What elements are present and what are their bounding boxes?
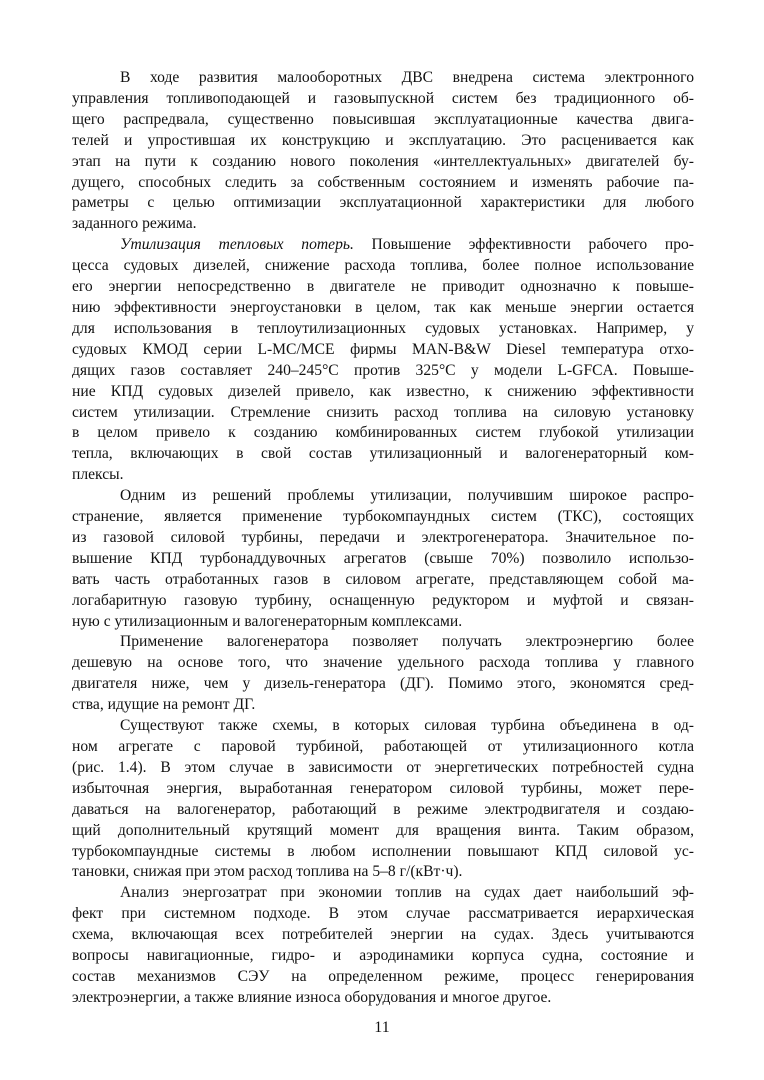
text-line: из газовой силовой турбины, передачи и электрогенератора. Значительное по-	[72, 528, 694, 546]
page-number: 11	[374, 1019, 390, 1036]
paragraph	[72, 486, 694, 632]
text-line: электроэнергии, а также влияние износа оборудования и многое другое.	[72, 988, 552, 1006]
text-line: избыточная энергия, выработанная генератором силовой турбины, может пере-	[72, 779, 694, 797]
text-line: вышение КПД турбонаддувочных агрегатов (свыше 70%) позволило использо-	[72, 549, 694, 567]
text-line: турбокомпаундные системы в любом исполнении повышают КПД силовой ус-	[72, 842, 694, 860]
text-line: цесса судовых дизелей, снижение расхода топлива, более полное использование	[72, 257, 694, 275]
text-line: странение, является применение турбокомпаундных систем (ТКС), состоящих	[72, 508, 694, 526]
text-line: ства, идущие на ремонт ДГ.	[72, 696, 256, 714]
text-run: Повышение эффективности рабочего про-	[353, 236, 694, 254]
text-line: щий дополнительный крутящий момент для вращения винта. Таким образом,	[72, 821, 694, 839]
text-line: в целом привело к созданию комбинированных систем глубокой утилизации	[72, 424, 694, 442]
text-line: этап на пути к созданию нового поколения «интеллектуальных» двигателей бу-	[72, 152, 694, 170]
paragraph	[72, 883, 694, 1008]
text-line: Анализ энергозатрат при экономии топлив на судах дает наибольший эф-	[120, 884, 694, 902]
paragraph	[72, 235, 694, 486]
text-line: дящих газов составляет 240–245°С против 325°С у модели L-GFCA. Повыше-	[72, 361, 694, 379]
text-line: для использования в теплоутилизационных судовых установках. Например, у	[72, 319, 694, 337]
text-line: дешевую на основе того, что значение удельного расхода топлива у главного	[72, 654, 694, 672]
text-line: судовых КМОД серии L-MC/MCE фирмы MAN-B&W Diesel температура отхо-	[72, 340, 694, 358]
text-line: тановки, снижая при этом расход топлива на 5–8 г/(кВт·ч).	[72, 863, 463, 881]
paragraph	[72, 632, 694, 716]
text-line: схема, включающая всех потребителей энергии на судах. Здесь учитываются	[72, 926, 694, 944]
text-line: фект при системном подходе. В этом случае рассматривается иерархическая	[72, 905, 694, 923]
text-line: В ходе развития малооборотных ДВС внедрена система электронного	[120, 69, 694, 86]
text-line: состав механизмов СЭУ на определенном режиме, процесс генерирования	[72, 967, 694, 985]
text-line: Одним из решений проблемы утилизации, получившим широкое распро-	[120, 487, 694, 505]
text-line: плексы.	[72, 466, 124, 484]
text-line: Существуют также схемы, в которых силовая турбина объединена в од-	[120, 717, 694, 735]
text-line: управления топливоподающей и газовыпускной систем без традиционного об-	[72, 89, 694, 107]
italic-lead: Утилизация тепловых потерь.	[120, 236, 354, 254]
paragraph	[72, 716, 694, 883]
text-line: раметры с целью оптимизации эксплуатационной характеристики для любого	[72, 194, 694, 212]
text-line: ние КПД судовых дизелей привело, как известно, к снижению эффективности	[72, 382, 694, 400]
text-line: систем утилизации. Стремление снизить расход топлива на силовую установку	[72, 403, 694, 421]
text-line: двигателя ниже, чем у дизель-генератора (ДГ). Помимо этого, экономятся сред-	[72, 675, 694, 693]
text-line: нию эффективности энергоустановки в целом, так как меньше энергии остается	[72, 298, 694, 316]
text-line: ном агрегате с паровой турбиной, работающей от утилизационного котла	[72, 738, 694, 755]
text-line: телей и упростившая их конструкцию и эксплуатацию. Это расценивается как	[72, 131, 694, 149]
text-line: логабаритную газовую турбину, оснащенную редуктором и муфтой и связан-	[72, 591, 694, 609]
text-line: щего распредвала, существенно повысившая эксплуатационные качества двига-	[72, 110, 694, 128]
text-line	[72, 235, 694, 256]
text-line: вопросы навигационные, гидро- и аэродинамики корпуса судна, состояние и	[72, 947, 694, 965]
text-line: его энергии непосредственно в двигателе не приводит однозначно к повыше-	[72, 278, 694, 296]
text-line: тепла, включающих в свой состав утилизационный и валогенераторный ком-	[72, 445, 694, 463]
document-body	[72, 68, 694, 1009]
paragraph	[72, 68, 694, 235]
text-line: Применение валогенератора позволяет получать электроэнергию более	[120, 633, 694, 651]
text-line: дущего, способных следить за собственным состоянием и изменять рабочие па-	[72, 173, 694, 191]
text-line: ную с утилизационным и валогенераторным комплексами.	[72, 612, 463, 630]
text-line: вать часть отработанных газов в силовом агрегате, представляющем собой ма-	[72, 570, 694, 588]
text-line: заданного режима.	[72, 215, 197, 233]
text-line: (рис. 1.4). В этом случае в зависимости от энергетических потребностей судна	[72, 758, 694, 776]
text-line: даваться на валогенератор, работающий в режиме электродвигателя и создаю-	[72, 800, 694, 818]
